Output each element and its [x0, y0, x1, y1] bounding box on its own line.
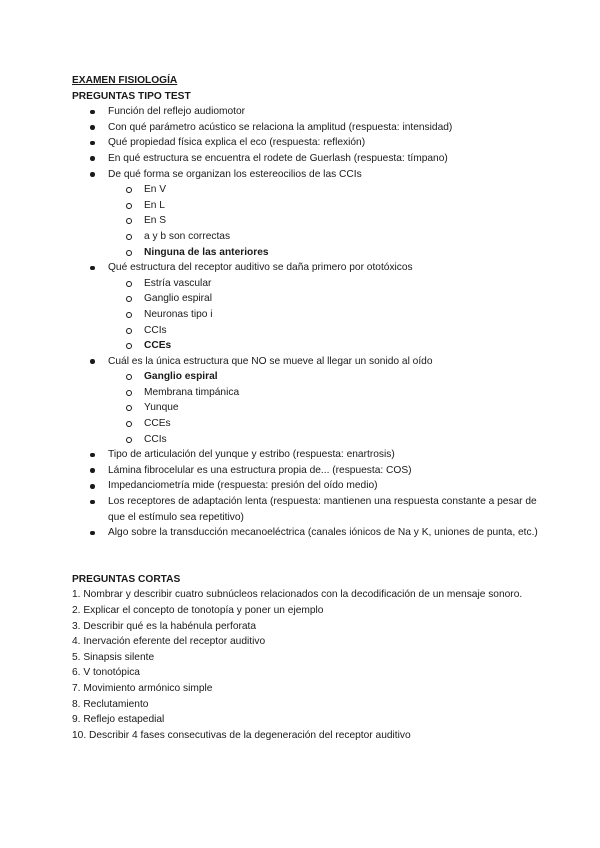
option-text: En V: [144, 184, 167, 196]
circle-bullet-icon: [126, 203, 132, 209]
bullet-icon: [90, 468, 95, 473]
short-question: 8. Reclutamiento: [72, 698, 149, 710]
test-question-text: Qué propiedad física explica el eco (respuesta: reflexión): [108, 137, 366, 149]
test-section-heading: PREGUNTAS TIPO TEST: [72, 90, 191, 102]
circle-bullet-icon: [126, 421, 132, 427]
option: [108, 276, 540, 292]
short-question: 1. Nombrar y describir cuatro subnúcleos relacionados con la decodificación de un mensaje sonoro.: [72, 589, 523, 601]
option-text: CCEs: [144, 340, 172, 352]
bullet-icon: [90, 110, 95, 115]
bullet-icon: [90, 266, 95, 271]
option: [108, 400, 540, 416]
bullet-icon: [90, 156, 95, 161]
test-question-text: Lámina fibrocelular es una estructura propia de... (respuesta: COS): [108, 464, 412, 476]
option: [108, 291, 540, 307]
test-question: [72, 478, 540, 494]
option: [108, 307, 540, 323]
option-text: Ganglio espiral: [144, 371, 218, 383]
test-question-text: Algo sobre la transducción mecanoeléctrica (canales iónicos de Na y K, uniones de punta, etc.): [108, 527, 538, 539]
test-question: [72, 135, 540, 151]
option-text: Ninguna de las anteriores: [144, 246, 269, 258]
option-text: CCIs: [144, 324, 167, 336]
short-question: 7. Movimiento armónico simple: [72, 682, 213, 694]
test-question: [72, 104, 540, 120]
test-question: [72, 494, 540, 525]
test-question: [72, 447, 540, 463]
option-text: En L: [144, 199, 165, 211]
option: [108, 182, 540, 198]
short-question: 3. Describir qué es la habénula perforata: [72, 620, 257, 632]
test-question-text: Impedanciometría mide (respuesta: presión del oído medio): [108, 480, 378, 492]
circle-bullet-icon: [126, 218, 132, 224]
option-text: Membrana timpánica: [144, 386, 240, 398]
option-list: [108, 182, 540, 260]
circle-bullet-icon: [126, 281, 132, 287]
option: [108, 198, 540, 214]
bullet-icon: [90, 484, 95, 489]
section-spacer: [72, 541, 540, 572]
bullet-icon: [90, 531, 95, 536]
option-text: a y b son correctas: [144, 230, 231, 242]
test-question-text: Función del reflejo audiomotor: [108, 106, 246, 118]
circle-bullet-icon: [126, 296, 132, 302]
option: [108, 229, 540, 245]
test-question: [72, 354, 540, 448]
circle-bullet-icon: [126, 343, 132, 349]
test-question: [72, 151, 540, 167]
option-text: CCEs: [144, 418, 171, 430]
short-question: 2. Explicar el concepto de tonotopía y poner un ejemplo: [72, 605, 324, 616]
short-question: 5. Sinapsis silente: [72, 651, 155, 663]
test-question-text: Cuál es la única estructura que NO se mueve al llegar un sonido al oído: [108, 355, 433, 367]
option: [108, 213, 540, 229]
bullet-icon: [90, 125, 95, 130]
short-section-heading: PREGUNTAS CORTAS: [72, 573, 181, 585]
circle-bullet-icon: [126, 312, 132, 318]
exam-title: EXAMEN FISIOLOGÍA: [72, 75, 178, 86]
option: [108, 323, 540, 339]
correct-option: [108, 369, 540, 385]
test-question: [72, 463, 540, 479]
test-question: [72, 260, 540, 354]
short-question: 9. Reflejo estapedial: [72, 714, 165, 726]
test-question-text: De qué forma se organizan los estereocilios de las CCIs: [108, 168, 362, 180]
test-question: [72, 120, 540, 136]
option-list: [108, 369, 540, 447]
document-page: [72, 73, 540, 743]
short-question: 10. Describir 4 fases consecutivas de la degeneración del receptor auditivo: [72, 729, 411, 741]
option: [108, 432, 540, 448]
test-question-text: Los receptores de adaptación lenta (respuesta: mantienen una respuesta constante a pesar de que el estímulo sea repetitivo): [108, 496, 537, 523]
circle-bullet-icon: [126, 250, 132, 256]
test-question: [72, 167, 540, 261]
option-text: Ganglio espiral: [144, 293, 212, 305]
bullet-icon: [90, 359, 95, 364]
test-question-list: [72, 104, 540, 541]
circle-bullet-icon: [126, 234, 132, 240]
bullet-icon: [90, 500, 95, 505]
option-text: Yunque: [144, 402, 179, 414]
option-text: Neuronas tipo i: [144, 308, 213, 320]
test-question-text: En qué estructura se encuentra el rodete de Guerlash (respuesta: tímpano): [108, 152, 448, 164]
bullet-icon: [90, 453, 95, 458]
circle-bullet-icon: [126, 405, 132, 411]
short-question: 6. V tonotópica: [72, 667, 140, 679]
test-question: [72, 525, 540, 541]
option-text: Estría vascular: [144, 277, 212, 289]
circle-bullet-icon: [126, 187, 132, 193]
correct-option: [108, 338, 540, 354]
option: [108, 385, 540, 401]
short-question: 4. Inervación eferente del receptor auditivo: [72, 636, 266, 648]
circle-bullet-icon: [126, 328, 132, 334]
short-question-list: [72, 587, 540, 743]
circle-bullet-icon: [126, 437, 132, 443]
bullet-icon: [90, 172, 95, 177]
option-text: CCIs: [144, 433, 167, 445]
correct-option: [108, 245, 540, 261]
circle-bullet-icon: [126, 390, 132, 396]
test-question-text: Con qué parámetro acústico se relaciona la amplitud (respuesta: intensidad): [108, 121, 453, 133]
bullet-icon: [90, 141, 95, 146]
option-text: En S: [144, 215, 167, 227]
test-question-text: Qué estructura del receptor auditivo se daña primero por ototóxicos: [108, 262, 413, 274]
option: [108, 416, 540, 432]
option-list: [108, 276, 540, 354]
circle-bullet-icon: [126, 374, 132, 380]
test-question-text: Tipo de articulación del yunque y estribo (respuesta: enartrosis): [108, 449, 395, 461]
